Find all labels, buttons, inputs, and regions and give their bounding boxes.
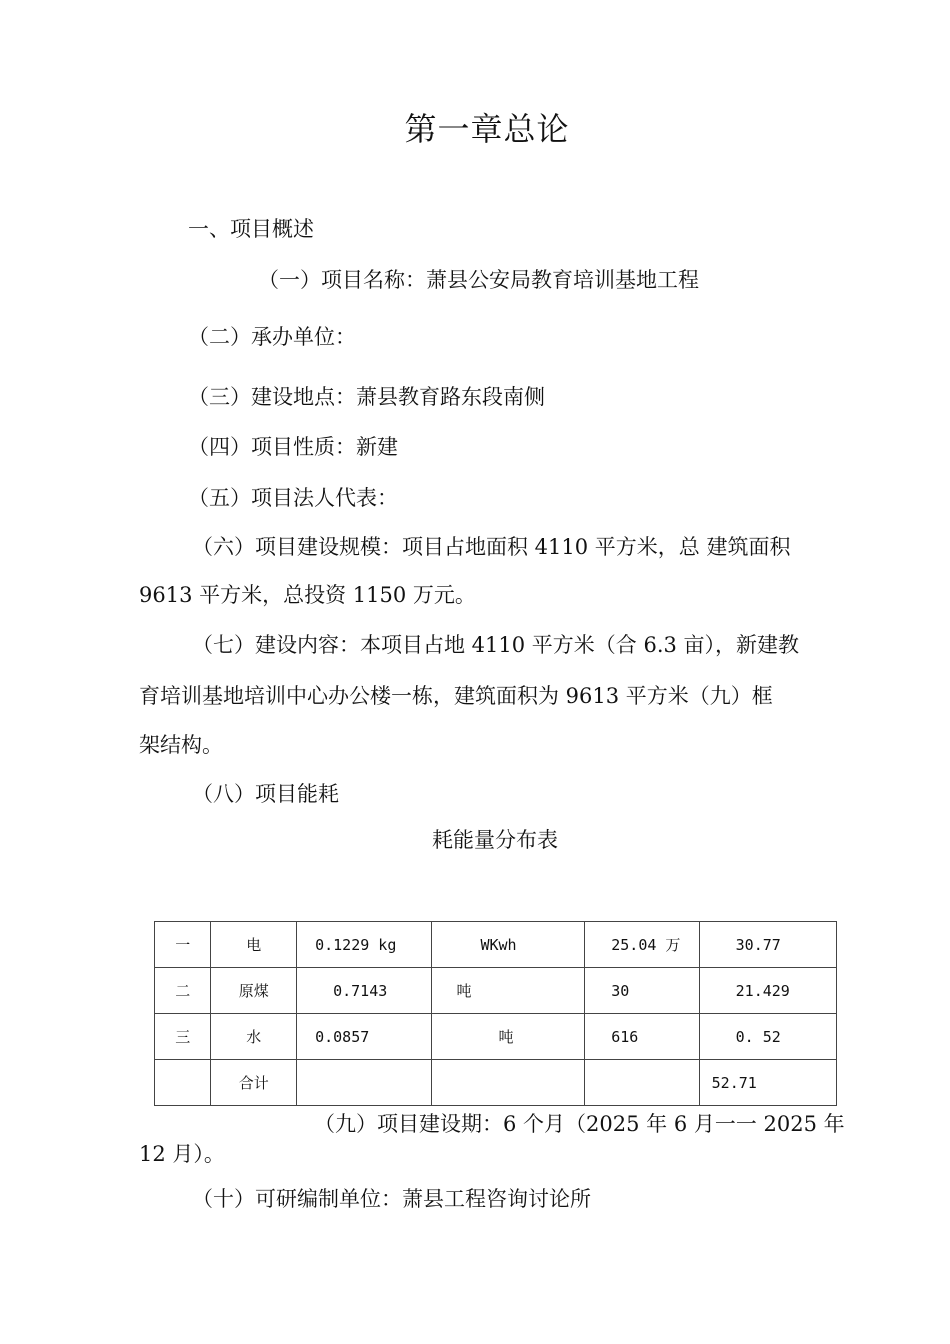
item-period-line2: 12 月）。 <box>139 1142 225 1166</box>
table-row <box>155 922 837 968</box>
table-row <box>155 968 837 1014</box>
table-cell <box>297 1060 432 1106</box>
item-content-line1: （七）建设内容：本项目占地 4110 平方米（合 6.3 亩），新建教 <box>192 633 800 657</box>
table-row <box>155 1014 837 1060</box>
table-cell: 一 <box>155 922 211 968</box>
item-organizer: （二）承办单位： <box>188 325 356 349</box>
table-cell: 0. 52 <box>699 1014 836 1060</box>
table-cell: 616 <box>585 1014 699 1060</box>
table-cell <box>432 1060 585 1106</box>
table-cell: 0.0857 <box>297 1014 432 1060</box>
item-location: （三）建设地点：萧县教育路东段南侧 <box>188 385 545 409</box>
chapter-title: 第一章总论 <box>404 110 570 148</box>
table-caption: 耗能量分布表 <box>432 828 558 852</box>
table-cell <box>585 1060 699 1106</box>
table-cell: 吨 <box>432 1014 585 1060</box>
table-cell: 52.71 <box>699 1060 836 1106</box>
item-content-line2: 育培训基地培训中心办公楼一栋，建筑面积为 9613 平方米（九）框 <box>139 684 773 708</box>
item-energy: （八）项目能耗 <box>192 782 339 806</box>
item-scale-line2: 9613 平方米，总投资 1150 万元。 <box>139 583 476 607</box>
table-cell: 0.1229 kg <box>297 922 432 968</box>
table-cell: 水 <box>211 1014 297 1060</box>
table-cell: 二 <box>155 968 211 1014</box>
table-cell: 30 <box>585 968 699 1014</box>
table-cell: 21.429 <box>699 968 836 1014</box>
table-cell: 电 <box>211 922 297 968</box>
item-legal-rep: （五）项目法人代表： <box>188 486 398 510</box>
table-cell: 三 <box>155 1014 211 1060</box>
table-cell: 合计 <box>211 1060 297 1106</box>
energy-table <box>154 921 837 1106</box>
table-cell <box>155 1060 211 1106</box>
table-cell: WKwh <box>432 922 585 968</box>
item-nature: （四）项目性质：新建 <box>188 435 398 459</box>
item-period-line1: （九）项目建设期：6 个月（2025 年 6 月一一 2025 年 <box>314 1112 845 1136</box>
table-cell: 吨 <box>432 968 585 1014</box>
table-cell: 原煤 <box>211 968 297 1014</box>
table-cell: 30.77 <box>699 922 836 968</box>
item-project-name: （一）项目名称：萧县公安局教育培训基地工程 <box>258 268 699 292</box>
item-scale-line1: （六）项目建设规模：项目占地面积 4110 平方米，总 建筑面积 <box>192 535 791 559</box>
table-cell: 0.7143 <box>297 968 432 1014</box>
table-row <box>155 1060 837 1106</box>
item-content-line3: 架结构。 <box>139 733 223 757</box>
table-cell: 25.04 万 <box>585 922 699 968</box>
section-heading: 一、项目概述 <box>188 217 314 241</box>
item-author-unit: （十）可研编制单位：萧县工程咨询讨论所 <box>192 1187 591 1211</box>
